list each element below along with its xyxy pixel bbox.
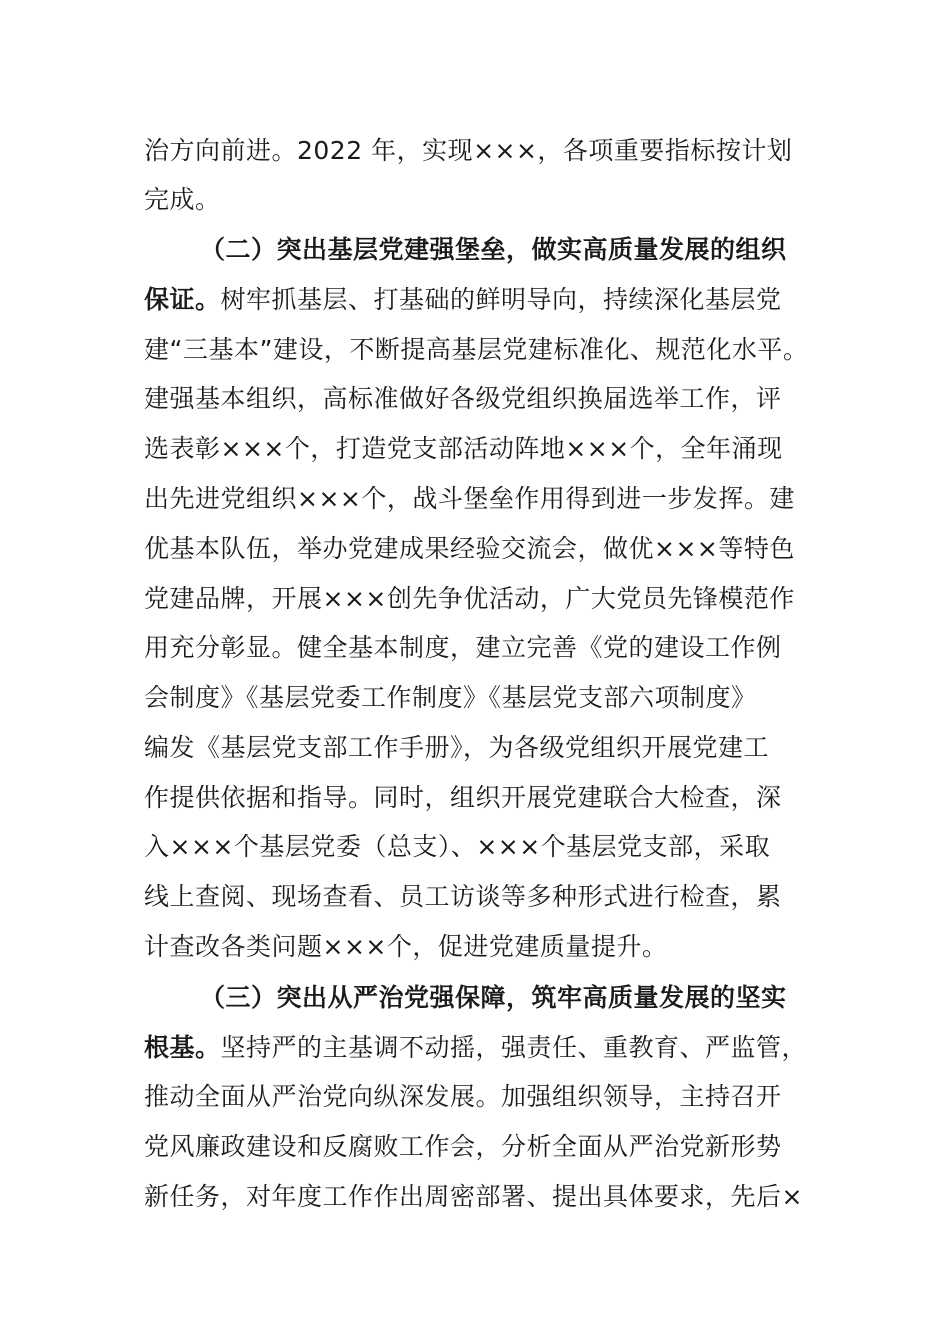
text-line: 出先进党组织×××个，战斗堡垒作用得到进一步发挥。建	[144, 484, 795, 513]
text-line: 会制度》《基层党委工作制度》《基层党支部六项制度》	[144, 683, 757, 712]
text-line: 用充分彰显。健全基本制度，建立完善《党的建设工作例	[144, 633, 782, 662]
text-line: 完成。	[144, 185, 221, 214]
text-line: 作提供依据和指导。同时，组织开展党建联合大检查，深	[144, 783, 782, 812]
text-line: 优基本队伍，举办党建成果经验交流会，做优×××等特色	[144, 534, 795, 563]
text-line: 线上查阅、现场查看、员工访谈等多种形式进行检查，累	[144, 882, 782, 911]
text-line: 新任务，对年度工作作出周密部署、提出具体要求，先后×	[144, 1182, 803, 1211]
section-heading: （三）突出从严治党强保障，筑牢高质量发展的坚实	[200, 983, 787, 1012]
text-line: 选表彰×××个，打造党支部活动阵地×××个，全年涌现	[144, 434, 783, 463]
text-line: 党建品牌，开展×××创先争优活动，广大党员先锋模范作	[144, 584, 795, 613]
text-line: 推动全面从严治党向纵深发展。加强组织领导，主持召开	[144, 1082, 782, 1111]
text-line: 党风廉政建设和反腐败工作会，分析全面从严治党新形势	[144, 1132, 782, 1161]
text-line: 建“三基本”建设，不断提高基层党建标准化、规范化水平。	[144, 335, 809, 364]
section-heading: （二）突出基层党建强堡垒，做实高质量发展的组织	[200, 235, 787, 264]
text-line: 建强基本组织，高标准做好各级党组织换届选举工作，评	[144, 384, 782, 413]
section-heading-end: 保证。	[144, 285, 221, 314]
text-line: 计查改各类问题×××个，促进党建质量提升。	[144, 932, 668, 961]
section-heading-end: 根基。	[144, 1033, 221, 1062]
text-line: 治方向前进。2022 年，实现×××，各项重要指标按计划	[144, 136, 793, 165]
text-line: 编发《基层党支部工作手册》，为各级党组织开展党建工	[144, 733, 770, 762]
text-line: 保证。树牢抓基层、打基础的鲜明导向，持续深化基层党	[144, 285, 782, 314]
text-line: 根基。坚持严的主基调不动摇，强责任、重教育、严监管，	[144, 1033, 808, 1062]
text-line: 入×××个基层党委（总支）、×××个基层党支部，采取	[144, 832, 771, 861]
